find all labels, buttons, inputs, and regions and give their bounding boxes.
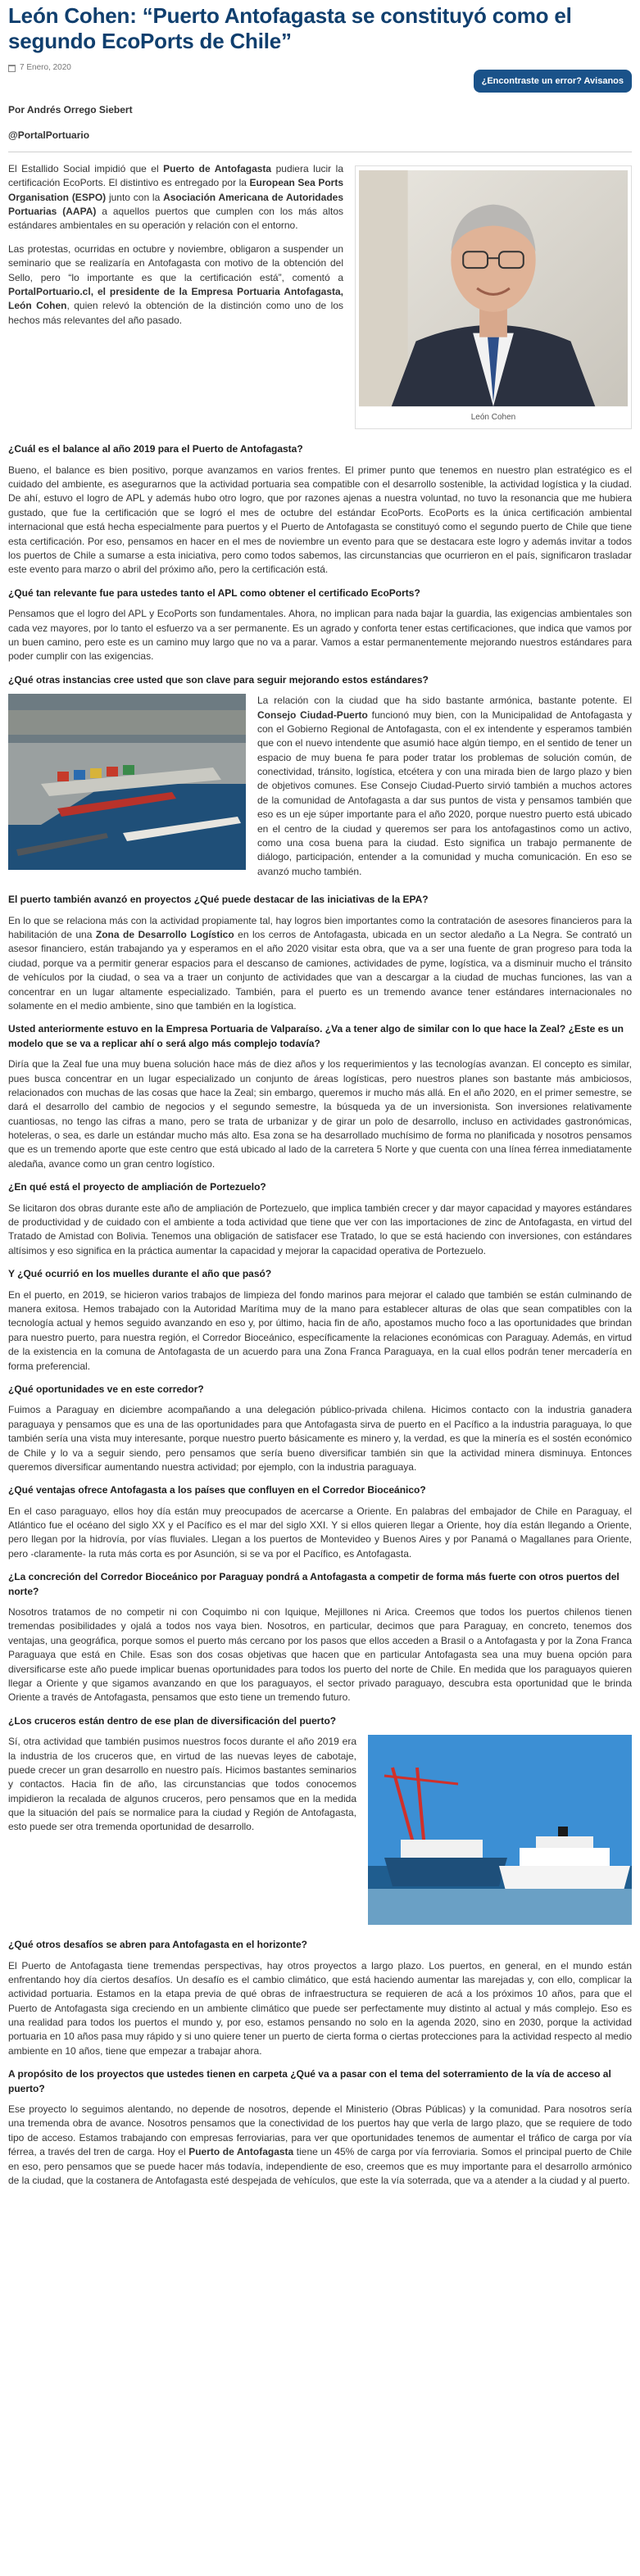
- answer-cruceros: Sí, otra actividad que también pusimos nuestros focos durante el año 2019 era la industria de los cruceros que, en virtud de las nuevas leyes de cabotaje, puede crecer un gran desarrollo en nuestro país. Hicimos bastantes seminarios y contactos. Hacia fin de año, las circunstancias que todos conocemos impidieron la recalada de algunos cruceros, pero pensamos que en la medida que la situación del país se normalice para la ciudad y Región de Antofagasta, esto puede ser otra tremenda oportunidad de desarrollo.: [8, 1736, 356, 1833]
- answer-portezuelo: Se licitaron dos obras durante este año de ampliación de Portezuelo, que implica también crecer y dar mayor capacidad y mayores estándares de productividad y de cuidado con el ambiente a toda actividad que tiene que ver con las importaciones de zinc de Antofagasta, en virtud del Tratado de Amistad con Bolivia. Tenemos una obligación de satisfacer ese Tratado, lo que se está haciendo con inversiones, con estándares altísimos y eso significa en la práctica aumentar la capacidad y mejorar la capacidad operativa de Portezuelo.: [8, 1202, 632, 1256]
- answer-soterramiento: Ese proyecto lo seguimos alentando, no depende de nosotros, depende el Ministerio (Obras Públicas) y la comunidad. Para nosotros sería una tremenda obra de avance. Nosotros pensamos que la conectividad de los puertos hay que verla de largo plazo, que se requiere de todo tipo de acceso. Estamos trabajando con empresas ferroviarias, para ver que oportunidades tenemos de aumentar el tráfico de carga por vía férrea, a través del tren de carga. Hoy el Puerto de Antofagasta tiene un 45% de carga por vía ferroviaria. Somos el principal puerto de Chile en eso, pero pensamos que se puede hacer más todavía, independiente de eso, creemos que es muy importante para el desarrollo armónico de la ciudad, que la costanera de Antofagasta esté despejada de vehículos, que este la vía soterrada, que va a atender a la ciudad y al puerto.: [8, 2103, 632, 2186]
- intro-paragraph-2: Las protestas, ocurridas en octubre y noviembre, obligaron a suspender un seminario que se realizaría en Antofagasta con motivo de la obtención del Sello, pero “lo importante es que la certificación está”, comentó a PortalPortuario.cl, el presidente de la Empresa Portuaria Antofagasta, León Cohen, quien relevó la obtención de la distinción como uno de los hechos más relevantes del año pasado.: [8, 242, 344, 326]
- question-relevancia: ¿Qué tan relevante fue para ustedes tanto el APL como obtener el certificado EcoPorts?: [8, 586, 420, 599]
- answer-proyectos: En lo que se relaciona más con la actividad propiamente tal, hay logros bien importantes como la contratación de asesores financieros para la habilitación de una Zona de Desarrollo Logístico en los cerros de Antofagasta, ubicada en un sector aledaño a La Negra. Se contrató un asesor financiero, están trabajando ya y esperamos en el año 2020 visitar esta obra, que va a ser una fuente de gran progreso para toda la ciudad, porque va a permitir generar espacios para el descanso de camiones, actividades de pyme, logística, va a disminuir mucho el tránsito de vehículos por la ciudad, o sea va a traer un conjunto de actividades que van a descargar a la ciudad de muchas funciones, las van a concentrar en un lugar altamente especializado. También, para el puerto es un tremendo avance tener estándares internacionales no solamente en el medio ambiente, sino que también en la logística.: [8, 914, 633, 1012]
- question-soterramiento: A propósito de los proyectos que ustedes tienen en carpeta ¿Qué va a pasar con el tema del soterramiento de la vía de acceso al puerto?: [8, 2068, 611, 2094]
- question-muelles: Y ¿Qué ocurrió en los muelles durante el año que pasó?: [8, 1268, 272, 1280]
- answer-relevancia: Pensamos que el logro del APL y EcoPorts son fundamentales. Ahora, no implican para nada bajar la guardia, las exigencias ambientales son cada vez mayores, por lo tanto el esfuerzo va a ser permanente. Es un agrado y conforta tener estas certificaciones, que indica que vamos por un buen camino, pero este es un camino muy largo que no va a parar. Vamos a estar permanentemente mejorando nuestros estándares para poder cumplir con las exigencias.: [8, 608, 632, 663]
- portrait-photo: [359, 170, 628, 407]
- calendar-icon: [8, 65, 16, 72]
- portrait-figure: [355, 165, 632, 430]
- question-cruceros: ¿Los cruceros están dentro de ese plan de diversificación del puerto?: [8, 1714, 337, 1727]
- date-text: 7 Enero, 2020: [20, 63, 71, 72]
- question-instancias: ¿Qué otras instancias cree usted que son clave para seguir mejorando estos estándares?: [8, 673, 429, 686]
- question-balance: ¿Cuál es el balance al año 2019 para el Puerto de Antofagasta?: [8, 443, 303, 455]
- intro-paragraph-1: El Estallido Social impidió que el Puerto de Antofagasta pudiera lucir la certificación EcoPorts. El distintivo es entregado por la European Sea Ports Organisation (ESPO) junto con la Asociación Americana de Autoridades Portuarias (AAPA) a aquellos puertos que cumplen con los más altos estándares ambientales en su operación y relación con el entorno.: [8, 162, 344, 232]
- answer-instancias: La relación con la ciudad que ha sido bastante armónica, bastante potente. El Consejo Ciudad-Puerto funcionó muy bien, con la Municipalidad de Antofagasta y con el Gobierno Regional de Antofagasta, con el ex intendente y esperamos también que con el nuevo intendente que asumió hace algún tiempo, en el sentido de tener un espacio de muy buena fe para poder tratar los problemas de solución común, de conectividad, tránsito, logística, etcétera y con una mirada bien de largo plazo y bien de objetivos comunes. Ese Consejo Ciudad-Puerto sirvió también a muchos actores de la comunidad de Antofagasta a dar sus puntos de vista y pensamos también que eso es un eje súper importante para el año 2020, porque nuestro puerto está ubicado en el centro de la ciudad y queremos ser para los antofagastinos como un activo, como una cosa buena para la ciudad. Esto significa un trabajo permanente de diálogo, participación, entender a la comunidad y mucha comunicación. En eso se avanzó mucho también.: [257, 695, 632, 877]
- port-aerial-figure: [8, 694, 246, 870]
- question-zeal: Usted anteriormente estuvo en la Empresa Portuaria de Valparaíso. ¿Va a tener algo de similar con lo que hace la Zeal? ¿Este es un modelo que se va a replicar ahí o será algo más complejo todavía?: [8, 1023, 624, 1049]
- cruise-photo: [368, 1735, 632, 1925]
- article-title: León Cohen: “Puerto Antofagasta se constituyó como el segundo EcoPorts de Chile”: [8, 3, 572, 53]
- author-byline: Por Andrés Orrego Siebert: [8, 104, 133, 115]
- answer-ventajas: En el caso paraguayo, ellos hoy día están muy preocupados de acercarse a Oriente. En palabras del embajador de Chile en Paraguay, el Atlántico fue el océano del siglo XX y el Pacífico es el mar del siglo XXI. Y si ellos quieren llegar a Oriente, hoy día están llegando a Oriente, pero llegan por la hidrovía, por vías fluviales. Llegan a los puertos de Montevideo y Buenos Aires y por Panamá o Magallanes para Oriente, pero -claramente- la ruta más corta es por Asunción, si se va por el Pacífico, es Antofagasta.: [8, 1505, 632, 1560]
- article-date: [8, 62, 71, 75]
- answer-desafios: El Puerto de Antofagasta tiene tremendas perspectivas, hay otros proyectos a largo plazo. Los puertos, en general, en el mundo están enfrentando hoy día ciertos desafíos. Un desafío es el cambio climático, que está haciendo aumentar las marejadas y, con ello, complicar la actividad portuaria. Estamos en la etapa previa de qué obras de infraestructura se requieren de acá a los próximos 10 años, para que el Puerto de Antofagasta siga creciendo en un ambiente climático que puede ser perfectamente muy distinto al actual y más complejo. Eso es una realidad para todos los puertos el mundo y, por eso, estamos pensando no solo en la agenda 2020, sino en 2030, porque la actividad portuaria en 10 años pasa muy rápido y si uno quiere tener un puerto de cierta forma o ciertas protecciones para la actividad respecto al medio ambiente en 10 años, tiene que empezar a trabajar ahora.: [8, 1959, 632, 2057]
- question-portezuelo: ¿En qué está el proyecto de ampliación de Portezuelo?: [8, 1181, 266, 1193]
- cruise-figure: [368, 1735, 632, 1925]
- port-aerial-photo: [8, 694, 246, 870]
- twitter-handle[interactable]: @PortalPortuario: [8, 129, 90, 142]
- question-oportunidades: ¿Qué oportunidades ve en este corredor?: [8, 1383, 204, 1395]
- answer-muelles: En el puerto, en 2019, se hicieron varios trabajos de limpieza del fondo marinos para mejorar el calado que también se están culminando de manera exitosa. Hemos trabajado con la Autoridad Marítima muy de la mano para establecer alturas de olas que sean compatibles con la tecnología actual y hemos seguido avanzando en eso y, por último, hacia fin de año, apostamos mucho foco a las oportunidades que brindan para nuestro puerto, para nuestra región, el Corredor Bioceánico, específicamente la relaciones económicas con Paraguay. Además, en virtud de la existencia en la comuna de Antofagasta de un acuerdo para una Zona Franca Paraguaya, en la cual ellos podrán tener mercadería en forma preferencial.: [8, 1288, 632, 1372]
- answer-balance: Bueno, el balance es bien positivo, porque avanzamos en varios frentes. El primer punto que tenemos en nuestro plan estratégico es el cuidado del ambiente, es asegurarnos que la actividad portuaria sea compatible con el desarrollo sostenible, la actividad logística y la ciudad. De ahí, estuvo el logro de APL y además hubo otro logro, que por razones ajenas a nuestra voluntad, no tuvo la resonancia que me hubiera gustado, que fue la certificación que se logró el mes de octubre del estándar EcoPorts. EcoPorts es la única certificación ambiental internacional que está hecha especialmente para puertos y el Puerto de Antofagasta se constituyó como el segundo puerto de Chile que tiene esta certificación. Por eso, pensamos en hacer en el mes de noviembre un evento para que se destacara este logro y además invitar a todos los puertos de Chile a sumarse a esta iniciativa, pero como todos sabemos, las circunstancias que ocurrieron en el país, significaron trasladar este evento para marzo o abril del próximo año, pero la certificación está.: [8, 464, 632, 576]
- question-proyectos: El puerto también avanzó en proyectos ¿Qué puede destacar de las iniciativas de la EPA?: [8, 894, 429, 906]
- answer-concrecion: Nosotros tratamos de no competir ni con Coquimbo ni con Iquique, Mejillones ni Arica. Creemos que todos los puertos chilenos tienen tremendas posibilidades y ojalá a todos nos vaya bien. Nosotros, en particular, decimos que para Paraguay, en concreto, tenemos dos ventajas, una geográfica, porque somos el puerto más cercano por los pasos que ellos acceden a Brasil o a Antofagasta y por la Zona Franca Paraguaya que está en Chile. Esas son dos cosas objetivas que hacen que en particular Antofagasta sea una muy buena opción para diversificarse este año puede implicar buenas oportunidades para todos los puerto del norte de Chile. En medida que los paraguayos quieren llegar a Oriente y que sigamos avanzando en que los paraguayos, el sector privado paraguayo, descubra esta oportunidad que le brinda Oriente a través de Antofagasta, pensamos que esto tiene un tremendo futuro.: [8, 1606, 632, 1704]
- photo-caption: León Cohen: [470, 412, 516, 422]
- question-desafios: ¿Qué otros desafíos se abren para Antofagasta en el horizonte?: [8, 1939, 307, 1951]
- question-concrecion: ¿La concreción del Corredor Bioceánico por Paraguay pondrá a Antofagasta a competir de forma más fuerte con otros puertos del norte?: [8, 1571, 620, 1597]
- meta-row: [8, 59, 632, 95]
- report-error-button[interactable]: ¿Encontraste un error? Avisanos: [474, 70, 632, 93]
- question-ventajas: ¿Qué ventajas ofrece Antofagasta a los países que confluyen en el Corredor Bioceánico?: [8, 1484, 426, 1496]
- answer-zeal: Diría que la Zeal fue una muy buena solución hace más de diez años y los requerimientos y las tecnologías avanzan. El concepto es similar, pues busca concentrar en un lugar especializado un conjunto de áreas logísticas, pero nuestros planes son bastante más ambiciosos, relacionados con muchas de las cosas que hace la Zeal; sin embargo, queremos ir mucho más allá. En el año 2020, en el primer semestre, se dará el desarrollo del cambio de negocios y el segundo semestre, la búsqueda ya de un inversionista. Son inversiones relativamente cuantiosas, no tengo las cifras a mano, pero se trata de urbanizar y de girar un polo de desarrollo, incluso en actividades gastronómicas, hoteleras, o sea, es darle un estándar mucho más alto. Esa zona se ha desarrollado muchísimo de forma no planificada y nosotros pensamos que es un tremendo aporte que este centro que está ubicado al lado de la carretera 5 Norte y que cuenta con una línea férrea inmediatamente aledaña, avance como un gran centro logístico.: [8, 1058, 632, 1170]
- answer-oportunidades: Fuimos a Paraguay en diciembre acompañando a una delegación público-privada chilena. Hicimos contacto con la industria ganadera paraguaya y pensamos que es una de las oportunidades para que Antofagasta sirva de puerto en el Pacífico a la industria paraguaya, lo que también sería una vista muy interesante, porque nuestro puerto básicamente es minero y, la verdad, es que la minería es el sostén económico de Chile y lo va a seguir siendo, pero pensamos que sería bueno diversificar también sin que la actividad minera disminuya. Entonces queremos diversificar aumentando nuestra actividad; por ejemplo, con la industria paraguaya.: [8, 1404, 632, 1473]
